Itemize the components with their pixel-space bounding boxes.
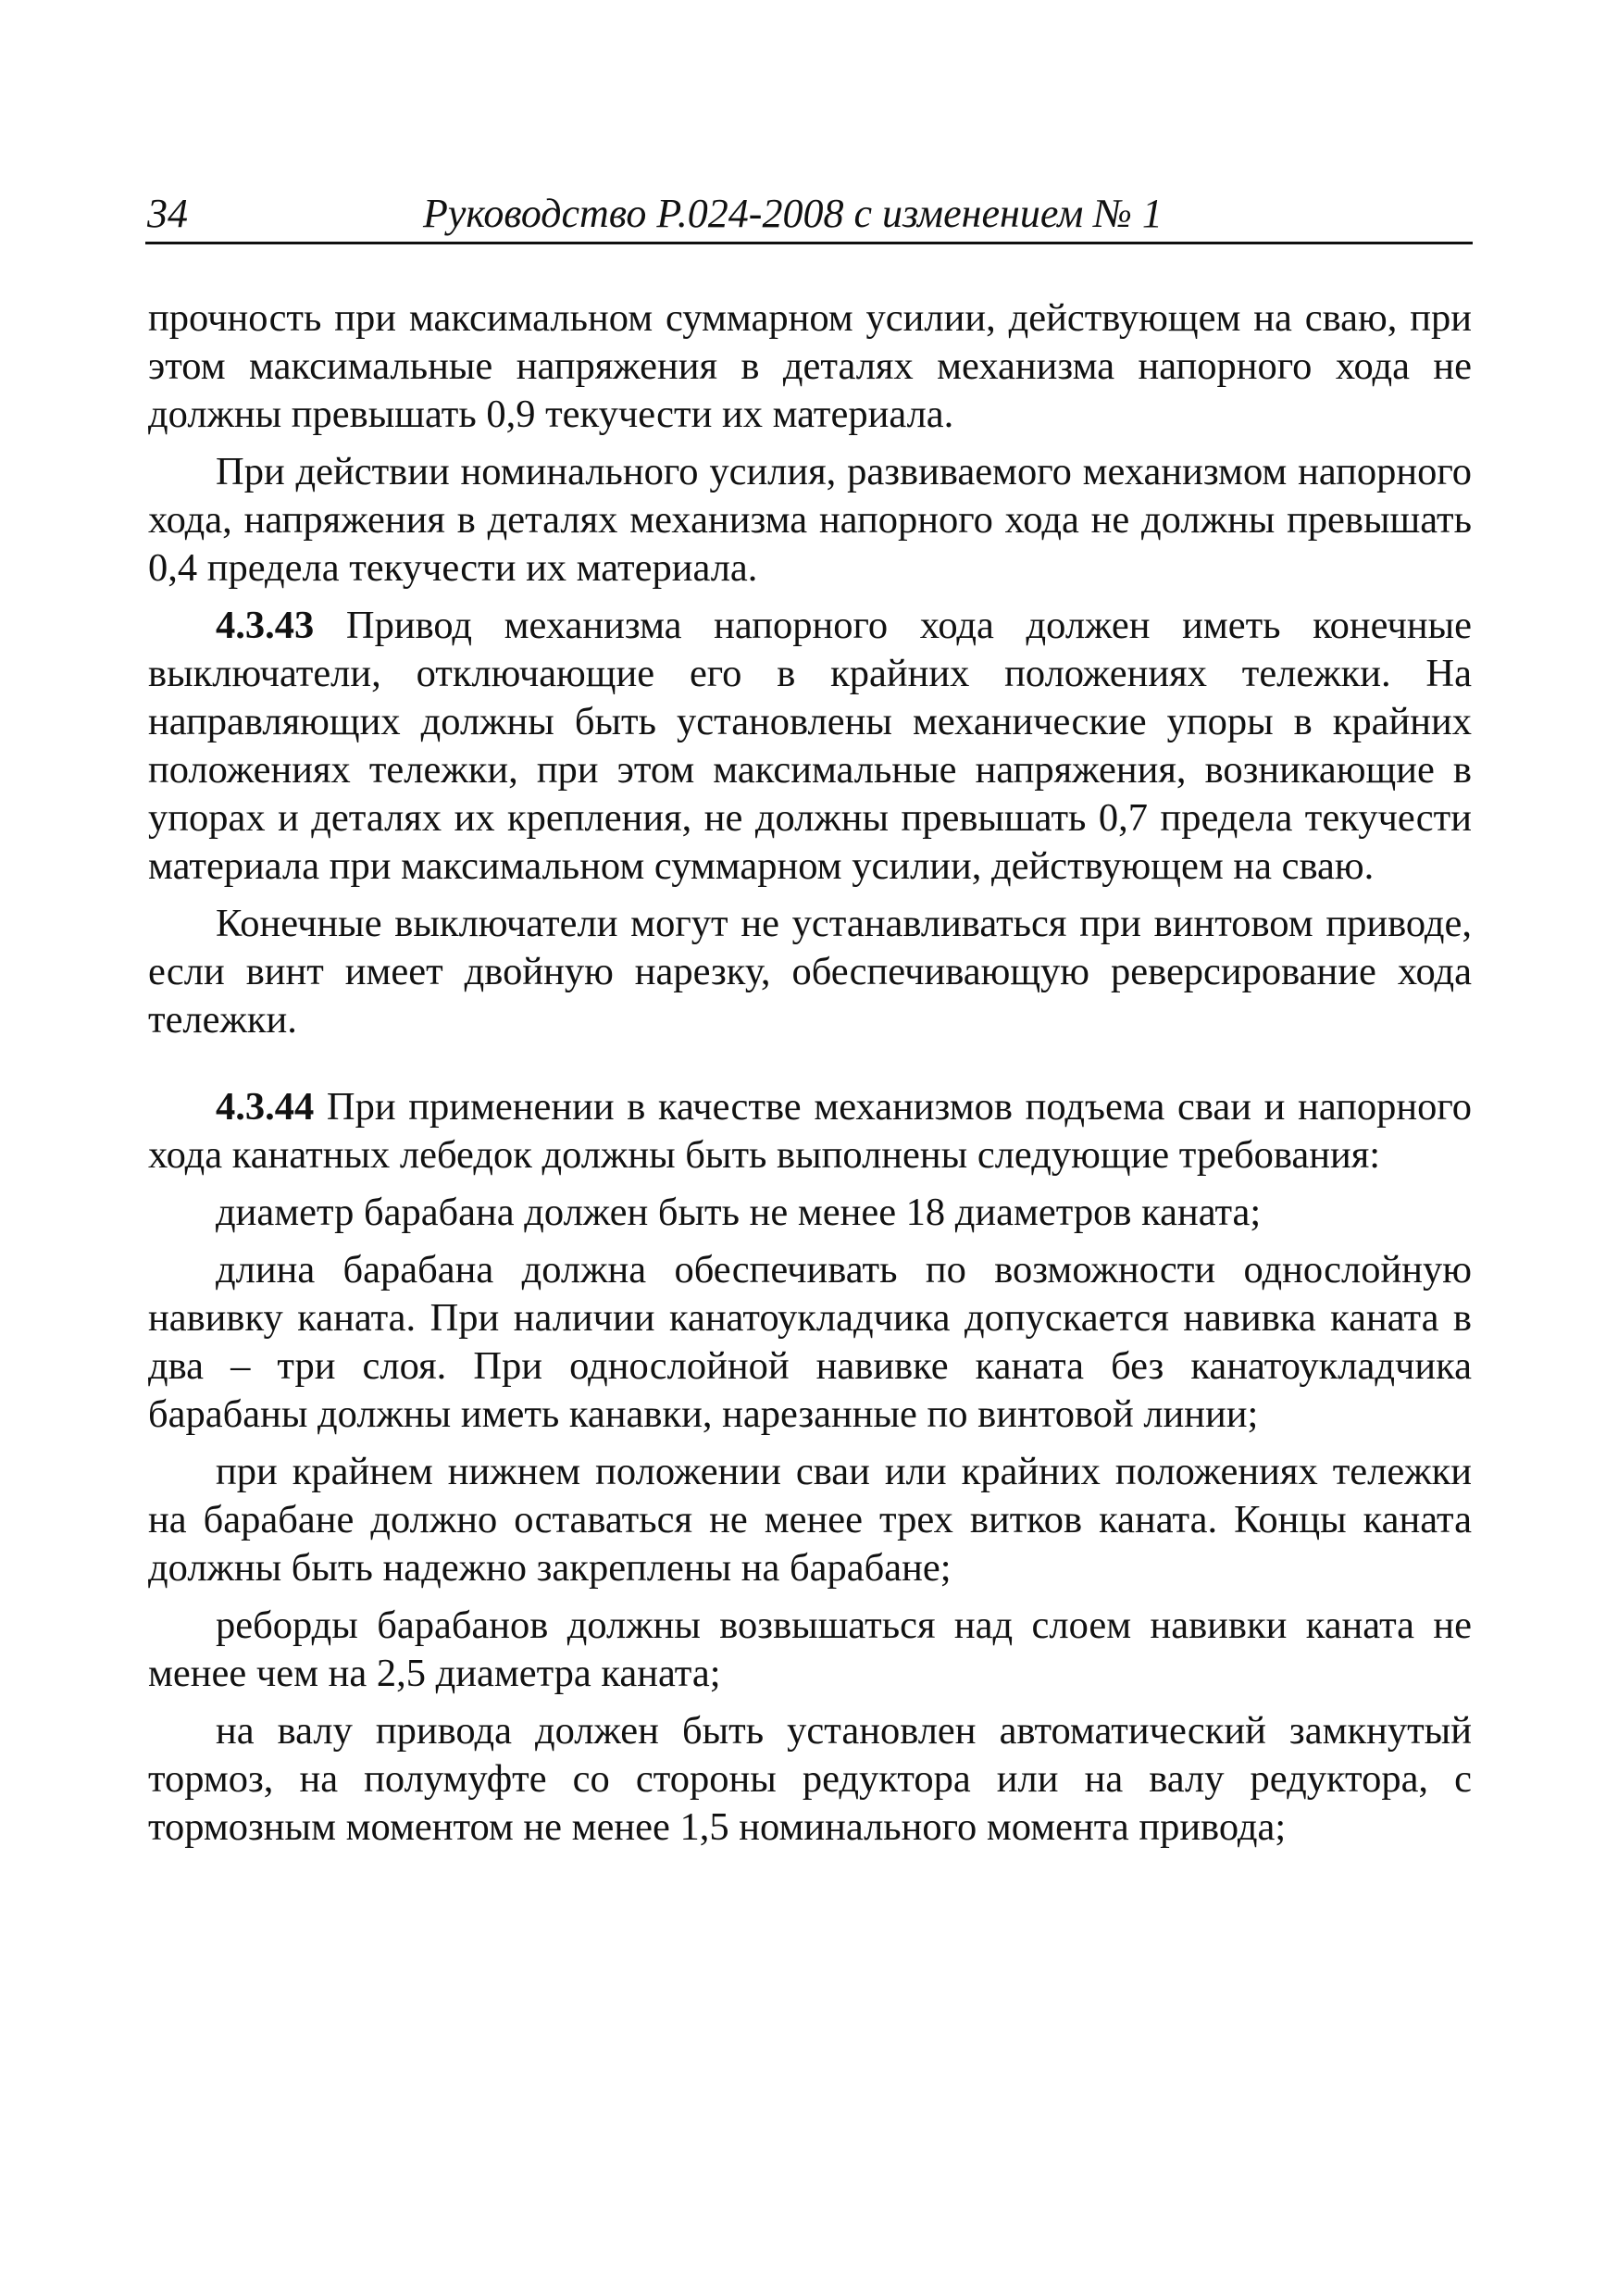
list-item [148, 1602, 1472, 1698]
paragraph-text: диаметр барабана должен быть не менее 18 диаметров каната; [216, 1191, 1262, 1234]
paragraph-text: прочность при максимальном суммарном усилии, действующем на сваю, при этом максимальные напряжения в деталях механизма напорного хода не должны превышать 0,9 текучести их материала. [148, 296, 1472, 436]
paragraph-text: При применении в качестве механизмов подъема сваи и напорного хода канатных лебедок должны быть выполнены следующие требования: [148, 1085, 1472, 1177]
paragraph-text: на валу привода должен быть установлен автоматический замкнутый тормоз, на полумуфте со стороны редуктора или на валу редуктора, с тормозным моментом не менее 1,5 номинального момента привода; [148, 1709, 1472, 1849]
list-item [148, 1246, 1472, 1439]
page-body [148, 294, 1472, 1852]
paragraph-continuation [148, 294, 1472, 439]
clause-4-3-43 [148, 602, 1472, 891]
page-header [145, 188, 1473, 244]
paragraph-text: при крайнем нижнем положении сваи или крайних положениях тележки на барабане должно оставаться не менее трех витков каната. Концы каната должны быть надежно закреплены на барабане; [148, 1450, 1472, 1590]
clause-number: 4.3.44 [216, 1085, 315, 1129]
paragraph-text: При действии номинального усилия, развиваемого механизмом напорного хода, напряжения в деталях механизма напорного хода не должны превышать 0,4 предела текучести их материала. [148, 450, 1472, 590]
paragraph-text: Конечные выключатели могут не устанавливаться при винтовом приводе, если винт имеет двойную нарезку, обеспечивающую реверсирование хода тележки. [148, 902, 1472, 1042]
list-item [148, 1189, 1472, 1237]
clause-4-3-44 [148, 1083, 1472, 1179]
paragraph [148, 448, 1472, 593]
paragraph [148, 900, 1472, 1044]
paragraph-text: длина барабана должна обеспечивать по возможности однослойную навивку каната. При наличии канатоукладчика допускается навивка каната в два – три слоя. При однослойной навивке каната без канатоукладчика барабаны должны иметь канавки, нарезанные по винтовой линии; [148, 1248, 1472, 1436]
page-number: 34 [147, 191, 188, 236]
paragraph-text: Привод механизма напорного хода должен иметь конечные выключатели, отключающие его в крайних положениях тележки. На направляющих должны быть установлены механические упоры в крайних положениях тележки, при этом максимальные напряжения, возникающие в упорах и деталях их крепления, не должны превышать 0,7 предела текучести материала при максимальном суммарном усилии, действующем на сваю. [148, 604, 1472, 888]
paragraph-text: реборды барабанов должны возвышаться над слоем навивки каната не менее чем на 2,5 диаметра каната; [148, 1603, 1472, 1695]
running-title: Руководство Р.024-2008 с изменением № 1 [423, 191, 1163, 236]
list-item [148, 1448, 1472, 1592]
clause-number: 4.3.43 [216, 604, 315, 647]
list-item [148, 1707, 1472, 1852]
